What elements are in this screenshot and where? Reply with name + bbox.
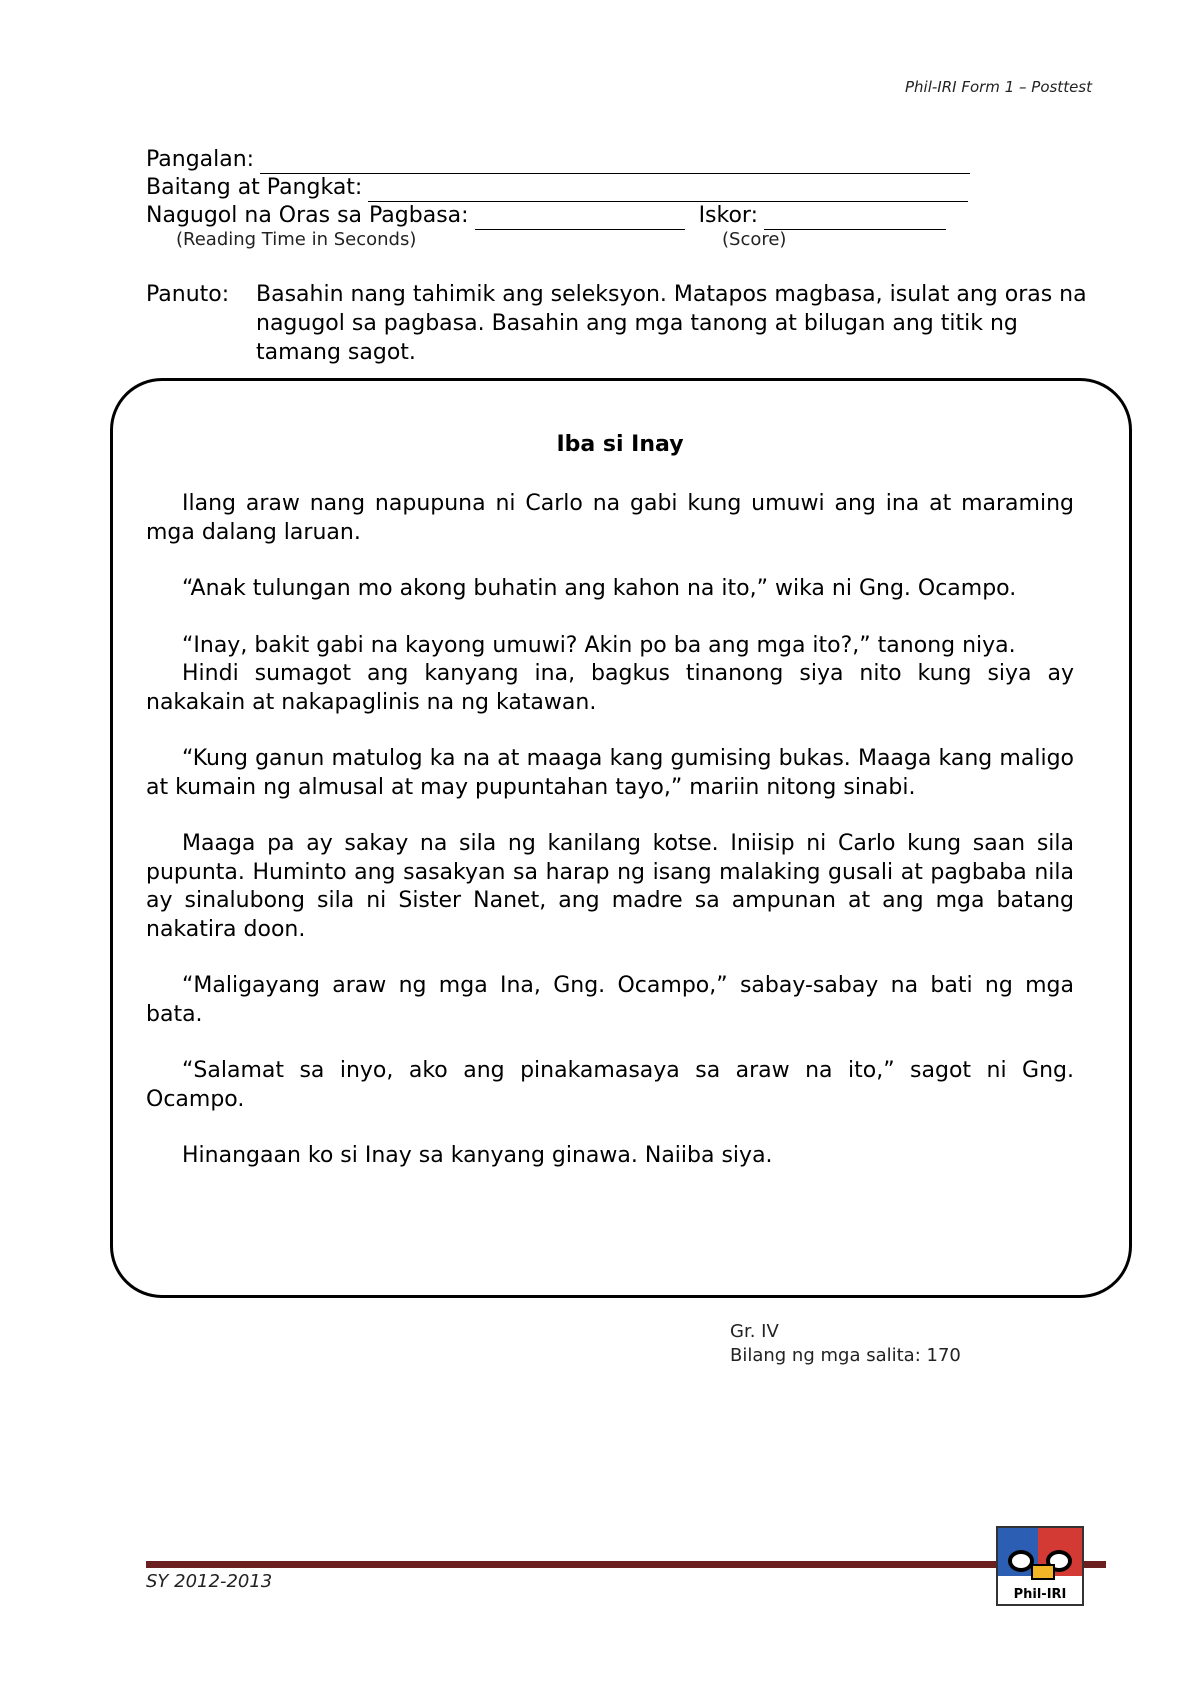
student-info-fields [146,146,1006,252]
story-meta [730,1320,961,1368]
name-label: Pangalan: [146,147,255,172]
grade-section-field-row [146,174,1006,202]
school-year: SY 2012-2013 [146,1571,273,1592]
logo-book-icon [1031,1564,1055,1580]
story-title: Iba si Inay [556,432,684,457]
grade-section-label: Baitang at Pangkat: [146,175,363,200]
reading-time-sublabel: (Reading Time in Seconds) [176,229,417,250]
story-paragraph: Maaga pa ay sakay na sila ng kanilang kotse. Iniisip ni Carlo kung saan sila pupunta. Huminto ang sasakyan sa harap ng isang malaking gusali at pagbaba nila ay sinalubong sila ni Sister Nanet, ang madre sa ampunan at ang mga batang nakatira doon. [146,831,1074,942]
directions-text: Basahin nang tahimik ang seleksyon. Matapos magbasa, isulat ang oras na nagugol sa pagbasa. Basahin ang mga tanong at bilugan ang titik ng tamang sagot. [256,282,1087,365]
story-paragraph: “Salamat sa inyo, ako ang pinakamasaya sa araw na ito,” sagot ni Gng. Ocampo. [146,1058,1074,1112]
story-body [146,490,1074,1199]
grade-section-field-line[interactable] [368,181,968,202]
story-paragraph: Hinangaan ko si Inay sa kanyang ginawa. Naiiba siya. [182,1143,773,1168]
form-header-label: Phil-IRI Form 1 – Posttest [905,78,1092,96]
story-paragraph: Hindi sumagot ang kanyang ina, bagkus tinanong siya nito kung siya ay nakakain at nakapaglinis na ng katawan. [146,661,1074,715]
phil-iri-logo [996,1526,1084,1606]
score-field-line[interactable] [764,209,946,230]
directions [146,280,1106,367]
story-paragraph: “Maligayang araw ng mga Ina, Gng. Ocampo,” sabay-sabay na bati ng mga bata. [146,973,1074,1027]
word-count: Bilang ng mga salita: 170 [730,1345,961,1366]
story-paragraph: “Anak tulungan mo akong buhatin ang kahon na ito,” wika ni Gng. Ocampo. [182,576,1017,601]
reading-time-field-line[interactable] [475,209,685,230]
reading-time-score-row [146,202,1006,230]
story-paragraph: “Kung ganun matulog ka na at maaga kang gumising bukas. Maaga kang maligo at kumain ng almusal at may pupuntahan tayo,” mariin nitong sinabi. [146,746,1074,800]
story-paragraph: “Inay, bakit gabi na kayong umuwi? Akin po ba ang mga ito?,” tanong niya. [182,632,1016,658]
logo-text: Phil-IRI [1013,1587,1067,1602]
directions-label: Panuto: [146,282,230,307]
score-sublabel: (Score) [722,229,787,250]
story-paragraph: Ilang araw nang napupuna ni Carlo na gabi kung umuwi ang ina at maraming mga dalang laruan. [146,491,1074,545]
sublabel-row [146,230,1006,252]
grade-level: Gr. IV [730,1321,779,1342]
score-label: Iskor: [698,203,758,228]
name-field-line[interactable] [260,153,970,174]
footer-divider [146,1561,1106,1568]
reading-time-label: Nagugol na Oras sa Pagbasa: [146,203,469,228]
name-field-row [146,146,1006,174]
